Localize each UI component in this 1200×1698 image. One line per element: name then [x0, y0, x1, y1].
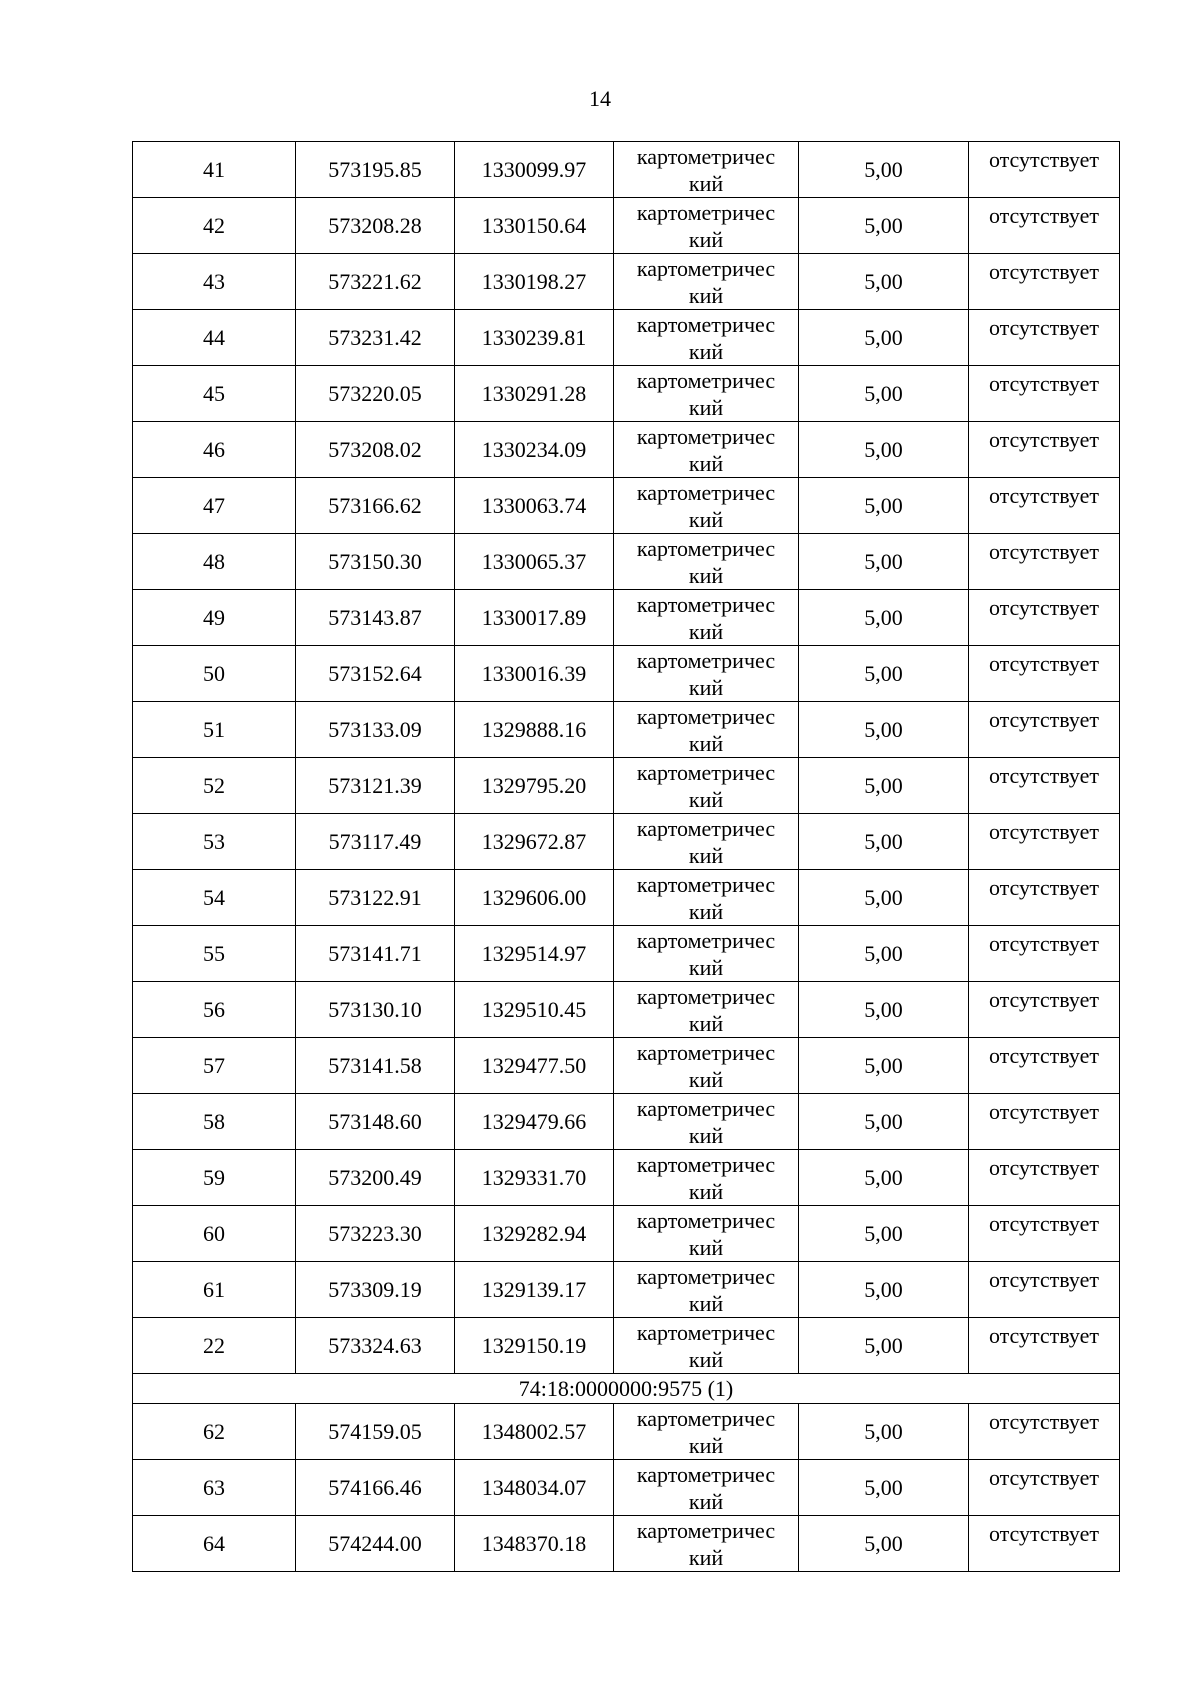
- method-cell: [614, 1460, 799, 1516]
- method-text-line: картометричес: [636, 760, 776, 785]
- description-cell: отсутствует: [969, 982, 1120, 1038]
- coordinate-y-cell: 1330017.89: [455, 590, 614, 646]
- coordinate-x-cell: 573141.58: [296, 1038, 455, 1094]
- coordinate-x-cell: 573150.30: [296, 534, 455, 590]
- coordinate-y-cell: 1329888.16: [455, 702, 614, 758]
- method-cell: [614, 870, 799, 926]
- point-number-cell: 64: [133, 1516, 296, 1572]
- point-number-cell: 50: [133, 646, 296, 702]
- accuracy-cell: 5,00: [799, 254, 969, 310]
- method-text-line: кий: [688, 1067, 724, 1092]
- method-text-line: картометричес: [636, 480, 776, 505]
- coordinate-y-cell: 1329331.70: [455, 1150, 614, 1206]
- point-number-cell: 47: [133, 478, 296, 534]
- coordinate-x-cell: 573220.05: [296, 366, 455, 422]
- method-cell: [614, 142, 799, 198]
- description-cell: отсутствует: [969, 310, 1120, 366]
- point-number-cell: 48: [133, 534, 296, 590]
- method-text-line: картометричес: [636, 704, 776, 729]
- coordinate-y-cell: 1330063.74: [455, 478, 614, 534]
- method-text-line: кий: [688, 1179, 724, 1204]
- accuracy-cell: 5,00: [799, 758, 969, 814]
- table-row: [133, 1038, 1120, 1094]
- method-cell: [614, 1262, 799, 1318]
- point-number-cell: 45: [133, 366, 296, 422]
- coordinate-x-cell: 573117.49: [296, 814, 455, 870]
- method-text-line: кий: [688, 395, 724, 420]
- method-text-line: картометричес: [636, 424, 776, 449]
- coordinate-y-cell: 1348002.57: [455, 1404, 614, 1460]
- method-text-line: кий: [688, 1433, 724, 1458]
- accuracy-cell: 5,00: [799, 1150, 969, 1206]
- table-row: [133, 1404, 1120, 1460]
- accuracy-cell: 5,00: [799, 926, 969, 982]
- coordinate-x-cell: 573152.64: [296, 646, 455, 702]
- method-text-line: картометричес: [636, 1096, 776, 1121]
- method-text-line: кий: [688, 1291, 724, 1316]
- method-cell: [614, 1206, 799, 1262]
- coordinate-y-cell: 1329477.50: [455, 1038, 614, 1094]
- description-cell: отсутствует: [969, 1318, 1120, 1374]
- description-cell: отсутствует: [969, 702, 1120, 758]
- method-cell: [614, 646, 799, 702]
- method-cell: [614, 254, 799, 310]
- point-number-cell: 57: [133, 1038, 296, 1094]
- accuracy-cell: 5,00: [799, 1262, 969, 1318]
- coordinate-y-cell: 1330150.64: [455, 198, 614, 254]
- coordinate-x-cell: 573223.30: [296, 1206, 455, 1262]
- method-text-line: кий: [688, 843, 724, 868]
- method-text-line: кий: [688, 283, 724, 308]
- method-text-line: картометричес: [636, 648, 776, 673]
- method-cell: [614, 1516, 799, 1572]
- description-cell: отсутствует: [969, 1094, 1120, 1150]
- coordinate-y-cell: 1348034.07: [455, 1460, 614, 1516]
- table-row: [133, 646, 1120, 702]
- method-text-line: картометричес: [636, 536, 776, 561]
- coordinate-y-cell: 1330099.97: [455, 142, 614, 198]
- method-cell: [614, 198, 799, 254]
- point-number-cell: 53: [133, 814, 296, 870]
- method-text-line: кий: [688, 339, 724, 364]
- method-cell: [614, 590, 799, 646]
- table-row: [133, 926, 1120, 982]
- method-text-line: картометричес: [636, 1152, 776, 1177]
- accuracy-cell: 5,00: [799, 1516, 969, 1572]
- description-cell: отсутствует: [969, 534, 1120, 590]
- coordinate-y-cell: 1348370.18: [455, 1516, 614, 1572]
- method-text-line: кий: [688, 619, 724, 644]
- description-cell: отсутствует: [969, 1150, 1120, 1206]
- description-cell: отсутствует: [969, 758, 1120, 814]
- coordinate-x-cell: 574159.05: [296, 1404, 455, 1460]
- table-row: [133, 702, 1120, 758]
- description-cell: отсутствует: [969, 142, 1120, 198]
- method-text-line: кий: [688, 1347, 724, 1372]
- method-cell: [614, 926, 799, 982]
- table-row: [133, 254, 1120, 310]
- table-row: [133, 758, 1120, 814]
- table-row: [133, 1150, 1120, 1206]
- description-cell: отсутствует: [969, 1262, 1120, 1318]
- coordinate-x-cell: 573148.60: [296, 1094, 455, 1150]
- coordinate-x-cell: 574244.00: [296, 1516, 455, 1572]
- accuracy-cell: 5,00: [799, 366, 969, 422]
- method-text-line: картометричес: [636, 816, 776, 841]
- method-text-line: кий: [688, 563, 724, 588]
- coordinate-y-cell: 1329282.94: [455, 1206, 614, 1262]
- description-cell: отсутствует: [969, 422, 1120, 478]
- method-text-line: картометричес: [636, 1208, 776, 1233]
- method-cell: [614, 1150, 799, 1206]
- coordinate-y-cell: 1329139.17: [455, 1262, 614, 1318]
- coordinate-x-cell: 573324.63: [296, 1318, 455, 1374]
- coordinate-x-cell: 573143.87: [296, 590, 455, 646]
- table-row: [133, 1460, 1120, 1516]
- method-text-line: кий: [688, 227, 724, 252]
- method-cell: [614, 702, 799, 758]
- description-cell: отсутствует: [969, 478, 1120, 534]
- coordinate-x-cell: 573221.62: [296, 254, 455, 310]
- description-cell: отсутствует: [969, 926, 1120, 982]
- method-cell: [614, 982, 799, 1038]
- accuracy-cell: 5,00: [799, 142, 969, 198]
- coordinate-x-cell: 573309.19: [296, 1262, 455, 1318]
- method-text-line: кий: [688, 1123, 724, 1148]
- point-number-cell: 42: [133, 198, 296, 254]
- table-row: [133, 534, 1120, 590]
- coordinate-y-cell: 1329795.20: [455, 758, 614, 814]
- point-number-cell: 52: [133, 758, 296, 814]
- method-cell: [614, 814, 799, 870]
- method-text-line: кий: [688, 507, 724, 532]
- description-cell: отсутствует: [969, 646, 1120, 702]
- table-row: [133, 198, 1120, 254]
- coordinate-x-cell: 573121.39: [296, 758, 455, 814]
- method-text-line: кий: [688, 899, 724, 924]
- coordinate-y-cell: 1329672.87: [455, 814, 614, 870]
- accuracy-cell: 5,00: [799, 422, 969, 478]
- point-number-cell: 61: [133, 1262, 296, 1318]
- method-text-line: кий: [688, 1011, 724, 1036]
- method-cell: [614, 422, 799, 478]
- cadastral-number-heading: 74:18:0000000:9575 (1): [133, 1374, 1120, 1404]
- method-text-line: кий: [688, 955, 724, 980]
- coordinate-x-cell: 573133.09: [296, 702, 455, 758]
- coordinate-x-cell: 573208.28: [296, 198, 455, 254]
- description-cell: отсутствует: [969, 198, 1120, 254]
- point-number-cell: 56: [133, 982, 296, 1038]
- accuracy-cell: 5,00: [799, 1404, 969, 1460]
- accuracy-cell: 5,00: [799, 478, 969, 534]
- method-text-line: картометричес: [636, 256, 776, 281]
- method-text-line: картометричес: [636, 1040, 776, 1065]
- table-row: [133, 1262, 1120, 1318]
- method-text-line: кий: [688, 171, 724, 196]
- method-text-line: картометричес: [636, 872, 776, 897]
- accuracy-cell: 5,00: [799, 310, 969, 366]
- table-row: [133, 1318, 1120, 1374]
- point-number-cell: 49: [133, 590, 296, 646]
- coordinate-y-cell: 1330198.27: [455, 254, 614, 310]
- method-text-line: картометричес: [636, 1320, 776, 1345]
- table-row: [133, 478, 1120, 534]
- method-cell: [614, 534, 799, 590]
- method-cell: [614, 478, 799, 534]
- point-number-cell: 44: [133, 310, 296, 366]
- accuracy-cell: 5,00: [799, 534, 969, 590]
- method-text-line: кий: [688, 787, 724, 812]
- point-number-cell: 22: [133, 1318, 296, 1374]
- method-cell: [614, 1318, 799, 1374]
- table-row: [133, 422, 1120, 478]
- accuracy-cell: 5,00: [799, 982, 969, 1038]
- method-text-line: кий: [688, 1235, 724, 1260]
- coordinate-y-cell: 1330239.81: [455, 310, 614, 366]
- coordinate-x-cell: 574166.46: [296, 1460, 455, 1516]
- coordinate-x-cell: 573208.02: [296, 422, 455, 478]
- accuracy-cell: 5,00: [799, 590, 969, 646]
- coordinate-x-cell: 573195.85: [296, 142, 455, 198]
- method-cell: [614, 310, 799, 366]
- accuracy-cell: 5,00: [799, 814, 969, 870]
- accuracy-cell: 5,00: [799, 1094, 969, 1150]
- method-text-line: картометричес: [636, 1462, 776, 1487]
- table-row: [133, 310, 1120, 366]
- section-heading-row: [133, 1374, 1120, 1404]
- description-cell: отсутствует: [969, 1038, 1120, 1094]
- accuracy-cell: 5,00: [799, 870, 969, 926]
- table-row: [133, 870, 1120, 926]
- method-text-line: картометричес: [636, 144, 776, 169]
- coordinate-y-cell: 1329479.66: [455, 1094, 614, 1150]
- table-row: [133, 1094, 1120, 1150]
- point-number-cell: 58: [133, 1094, 296, 1150]
- description-cell: отсутствует: [969, 366, 1120, 422]
- coordinate-y-cell: 1330291.28: [455, 366, 614, 422]
- method-text-line: картометричес: [636, 592, 776, 617]
- coordinates-table: [132, 141, 1120, 1572]
- method-cell: [614, 1038, 799, 1094]
- point-number-cell: 62: [133, 1404, 296, 1460]
- accuracy-cell: 5,00: [799, 1460, 969, 1516]
- accuracy-cell: 5,00: [799, 198, 969, 254]
- method-text-line: картометричес: [636, 200, 776, 225]
- coordinate-x-cell: 573231.42: [296, 310, 455, 366]
- coordinate-y-cell: 1329150.19: [455, 1318, 614, 1374]
- table-row: [133, 814, 1120, 870]
- description-cell: отсутствует: [969, 1516, 1120, 1572]
- description-cell: отсутствует: [969, 1460, 1120, 1516]
- method-text-line: картометричес: [636, 1264, 776, 1289]
- coordinate-y-cell: 1329510.45: [455, 982, 614, 1038]
- coordinate-x-cell: 573130.10: [296, 982, 455, 1038]
- description-cell: отсутствует: [969, 870, 1120, 926]
- coordinate-y-cell: 1330065.37: [455, 534, 614, 590]
- page-number: 14: [589, 86, 611, 111]
- description-cell: отсутствует: [969, 1206, 1120, 1262]
- accuracy-cell: 5,00: [799, 702, 969, 758]
- table-row: [133, 590, 1120, 646]
- point-number-cell: 46: [133, 422, 296, 478]
- description-cell: отсутствует: [969, 814, 1120, 870]
- table-row: [133, 982, 1120, 1038]
- point-number-cell: 60: [133, 1206, 296, 1262]
- coordinate-y-cell: 1329606.00: [455, 870, 614, 926]
- coordinate-y-cell: 1330234.09: [455, 422, 614, 478]
- method-text-line: картометричес: [636, 1406, 776, 1431]
- method-text-line: картометричес: [636, 984, 776, 1009]
- point-number-cell: 55: [133, 926, 296, 982]
- method-text-line: кий: [688, 451, 724, 476]
- coordinate-x-cell: 573200.49: [296, 1150, 455, 1206]
- point-number-cell: 41: [133, 142, 296, 198]
- coordinate-y-cell: 1329514.97: [455, 926, 614, 982]
- coordinates-table-body: [133, 142, 1120, 1572]
- method-text-line: кий: [688, 731, 724, 756]
- point-number-cell: 51: [133, 702, 296, 758]
- method-text-line: кий: [688, 1545, 724, 1570]
- table-row: [133, 1516, 1120, 1572]
- method-text-line: кий: [688, 1489, 724, 1514]
- point-number-cell: 63: [133, 1460, 296, 1516]
- table-row: [133, 142, 1120, 198]
- point-number-cell: 43: [133, 254, 296, 310]
- method-text-line: картометричес: [636, 928, 776, 953]
- accuracy-cell: 5,00: [799, 1318, 969, 1374]
- coordinate-x-cell: 573122.91: [296, 870, 455, 926]
- coordinate-y-cell: 1330016.39: [455, 646, 614, 702]
- coordinate-x-cell: 573141.71: [296, 926, 455, 982]
- method-cell: [614, 1094, 799, 1150]
- method-cell: [614, 366, 799, 422]
- point-number-cell: 54: [133, 870, 296, 926]
- description-cell: отсутствует: [969, 1404, 1120, 1460]
- accuracy-cell: 5,00: [799, 1206, 969, 1262]
- table-row: [133, 366, 1120, 422]
- accuracy-cell: 5,00: [799, 646, 969, 702]
- table-row: [133, 1206, 1120, 1262]
- method-cell: [614, 1404, 799, 1460]
- method-text-line: кий: [688, 675, 724, 700]
- method-cell: [614, 758, 799, 814]
- description-cell: отсутствует: [969, 590, 1120, 646]
- method-text-line: картометричес: [636, 368, 776, 393]
- point-number-cell: 59: [133, 1150, 296, 1206]
- method-text-line: картометричес: [636, 312, 776, 337]
- description-cell: отсутствует: [969, 254, 1120, 310]
- accuracy-cell: 5,00: [799, 1038, 969, 1094]
- method-text-line: картометричес: [636, 1518, 776, 1543]
- coordinate-x-cell: 573166.62: [296, 478, 455, 534]
